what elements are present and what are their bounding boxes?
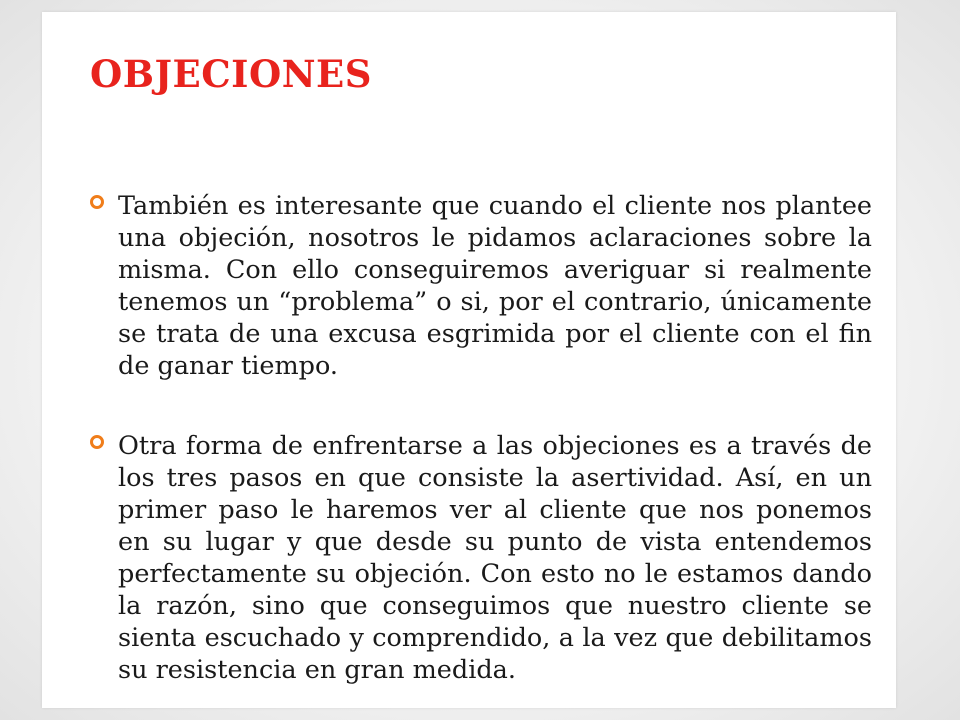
slide-card — [42, 12, 896, 708]
bullet-item — [90, 430, 872, 686]
hollow-circle-bullet-icon — [90, 435, 104, 449]
bullet-text: Otra forma de enfrentarse a las objeciones es a través de los tres pasos en que consiste la asertividad. Así, en un primer paso le haremos ver al cliente que nos ponemos en su lugar y que desde su punto de vista entendemos perfectamente su objeción. Con esto no le estamos dando la razón, sino que conseguimos que nuestro cliente se sienta escuchado y comprendido, a la vez que debilitamos su resistencia en gran medida. — [118, 431, 872, 685]
hollow-circle-bullet-icon — [90, 195, 104, 209]
bullet-item — [90, 190, 872, 382]
bullet-text: También es interesante que cuando el cliente nos plantee una objeción, nosotros le pidamos aclaraciones sobre la misma. Con ello conseguiremos averiguar si realmente tenemos un “problema” o si, por el contrario, únicamente se trata de una excusa esgrimida por el cliente con el fin de ganar tiempo. — [118, 191, 872, 381]
slide-title: OBJECIONES — [90, 52, 372, 96]
